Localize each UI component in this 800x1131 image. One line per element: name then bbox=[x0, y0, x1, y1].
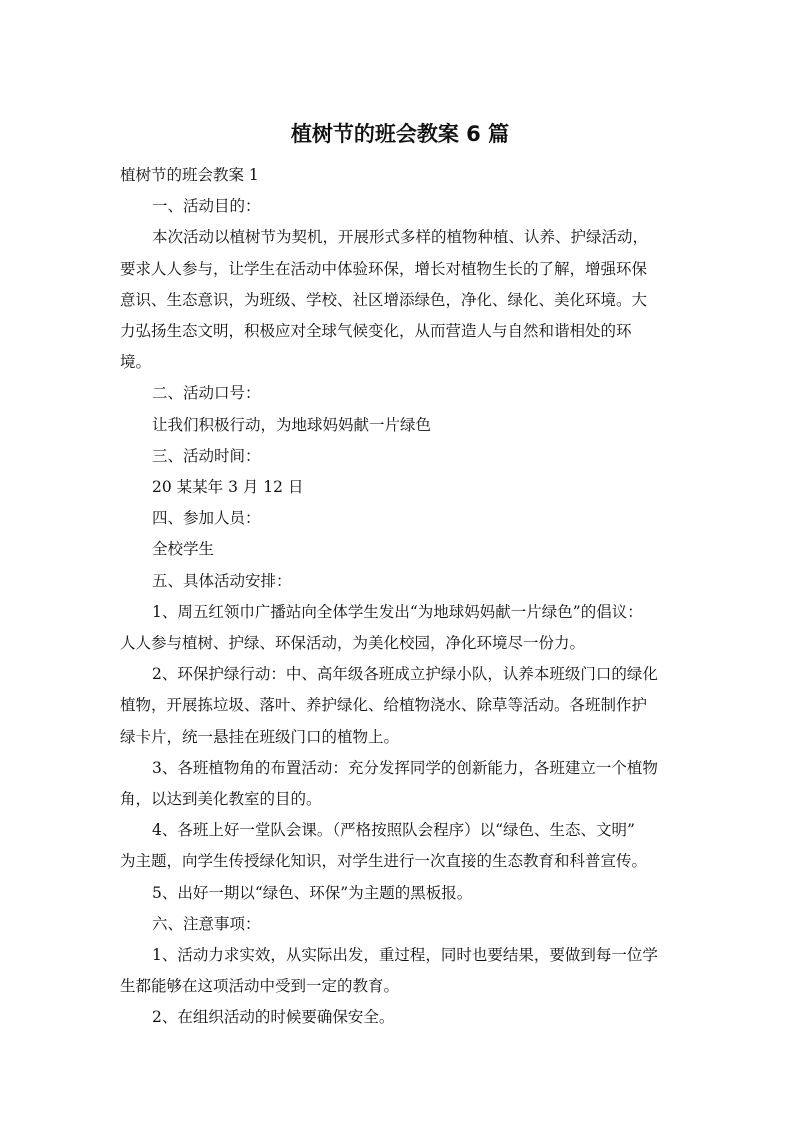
text-line: 2、在组织活动的时候要确保安全。 bbox=[152, 1008, 395, 1027]
text-line: 5、出好一期以“绿色、环保”为主题的黑板报。 bbox=[152, 883, 473, 902]
text-line: 绿卡片，统一悬挂在班级门口的植物上。 bbox=[120, 727, 400, 746]
text-line: 境。 bbox=[120, 353, 152, 372]
text-line: 3、各班植物角的布置活动：充分发挥同学的创新能力，各班建立一个植物 bbox=[152, 758, 658, 777]
text-line: 力弘扬生态文明，积极应对全球气候变化，从而营造人与自然和谐相处的环 bbox=[120, 322, 632, 341]
text-line: 4、各班上好一堂队会课。（严格按照队会程序）以“绿色、生态、文明” bbox=[152, 821, 635, 840]
text-line: 四、参加人员： bbox=[152, 509, 261, 528]
text-line: 20 某某年 3 月 12 日 bbox=[152, 478, 304, 497]
page-title: 植树节的班会教案 6 篇 bbox=[290, 122, 510, 146]
text-line: 要求人人参与，让学生在活动中体验环保，增长对植物生长的了解，增强环保 bbox=[120, 259, 648, 278]
text-line: 六、注意事项： bbox=[152, 914, 261, 933]
text-line: 本次活动以植树节为契机，开展形式多样的植物种植、认养、护绿活动， bbox=[152, 228, 649, 247]
text-line: 人人参与植树、护绿、环保活动，为美化校园，净化环境尽一份力。 bbox=[120, 634, 586, 653]
text-line: 全校学生 bbox=[152, 540, 215, 559]
text-line: 为主题，向学生传授绿化知识，对学生进行一次直接的生态教育和科普宣传。 bbox=[120, 852, 648, 871]
text-line: 2、环保护绿行动：中、高年级各班成立护绿小队，认养本班级门口的绿化 bbox=[152, 665, 658, 684]
text-line: 一、活动目的： bbox=[152, 197, 261, 216]
text-line: 让我们积极行动，为地球妈妈献一片绿色 bbox=[152, 415, 432, 434]
text-line: 五、具体活动安排： bbox=[152, 571, 292, 590]
document-body bbox=[120, 160, 680, 1034]
text-line: 1、活动力求实效，从实际出发，重过程，同时也要结果，要做到每一位学 bbox=[152, 946, 658, 965]
text-line: 生都能够在这项活动中受到一定的教育。 bbox=[120, 977, 400, 996]
text-line: 角，以达到美化教室的目的。 bbox=[120, 790, 322, 809]
text-line: 意识、生态意识，为班级、学校、社区增添绿色，净化、绿化、美化环境。大 bbox=[120, 290, 648, 309]
text-line: 1、周五红领巾广播站向全体学生发出“为地球妈妈献一片绿色”的倡议： bbox=[152, 602, 643, 621]
text-line: 三、活动时间： bbox=[152, 446, 261, 465]
text-line: 二、活动口号： bbox=[152, 384, 261, 403]
text-line: 植树节的班会教案 1 bbox=[120, 166, 259, 184]
text-line: 植物，开展拣垃圾、落叶、养护绿化、给植物浇水、除草等活动。各班制作护 bbox=[120, 696, 648, 715]
